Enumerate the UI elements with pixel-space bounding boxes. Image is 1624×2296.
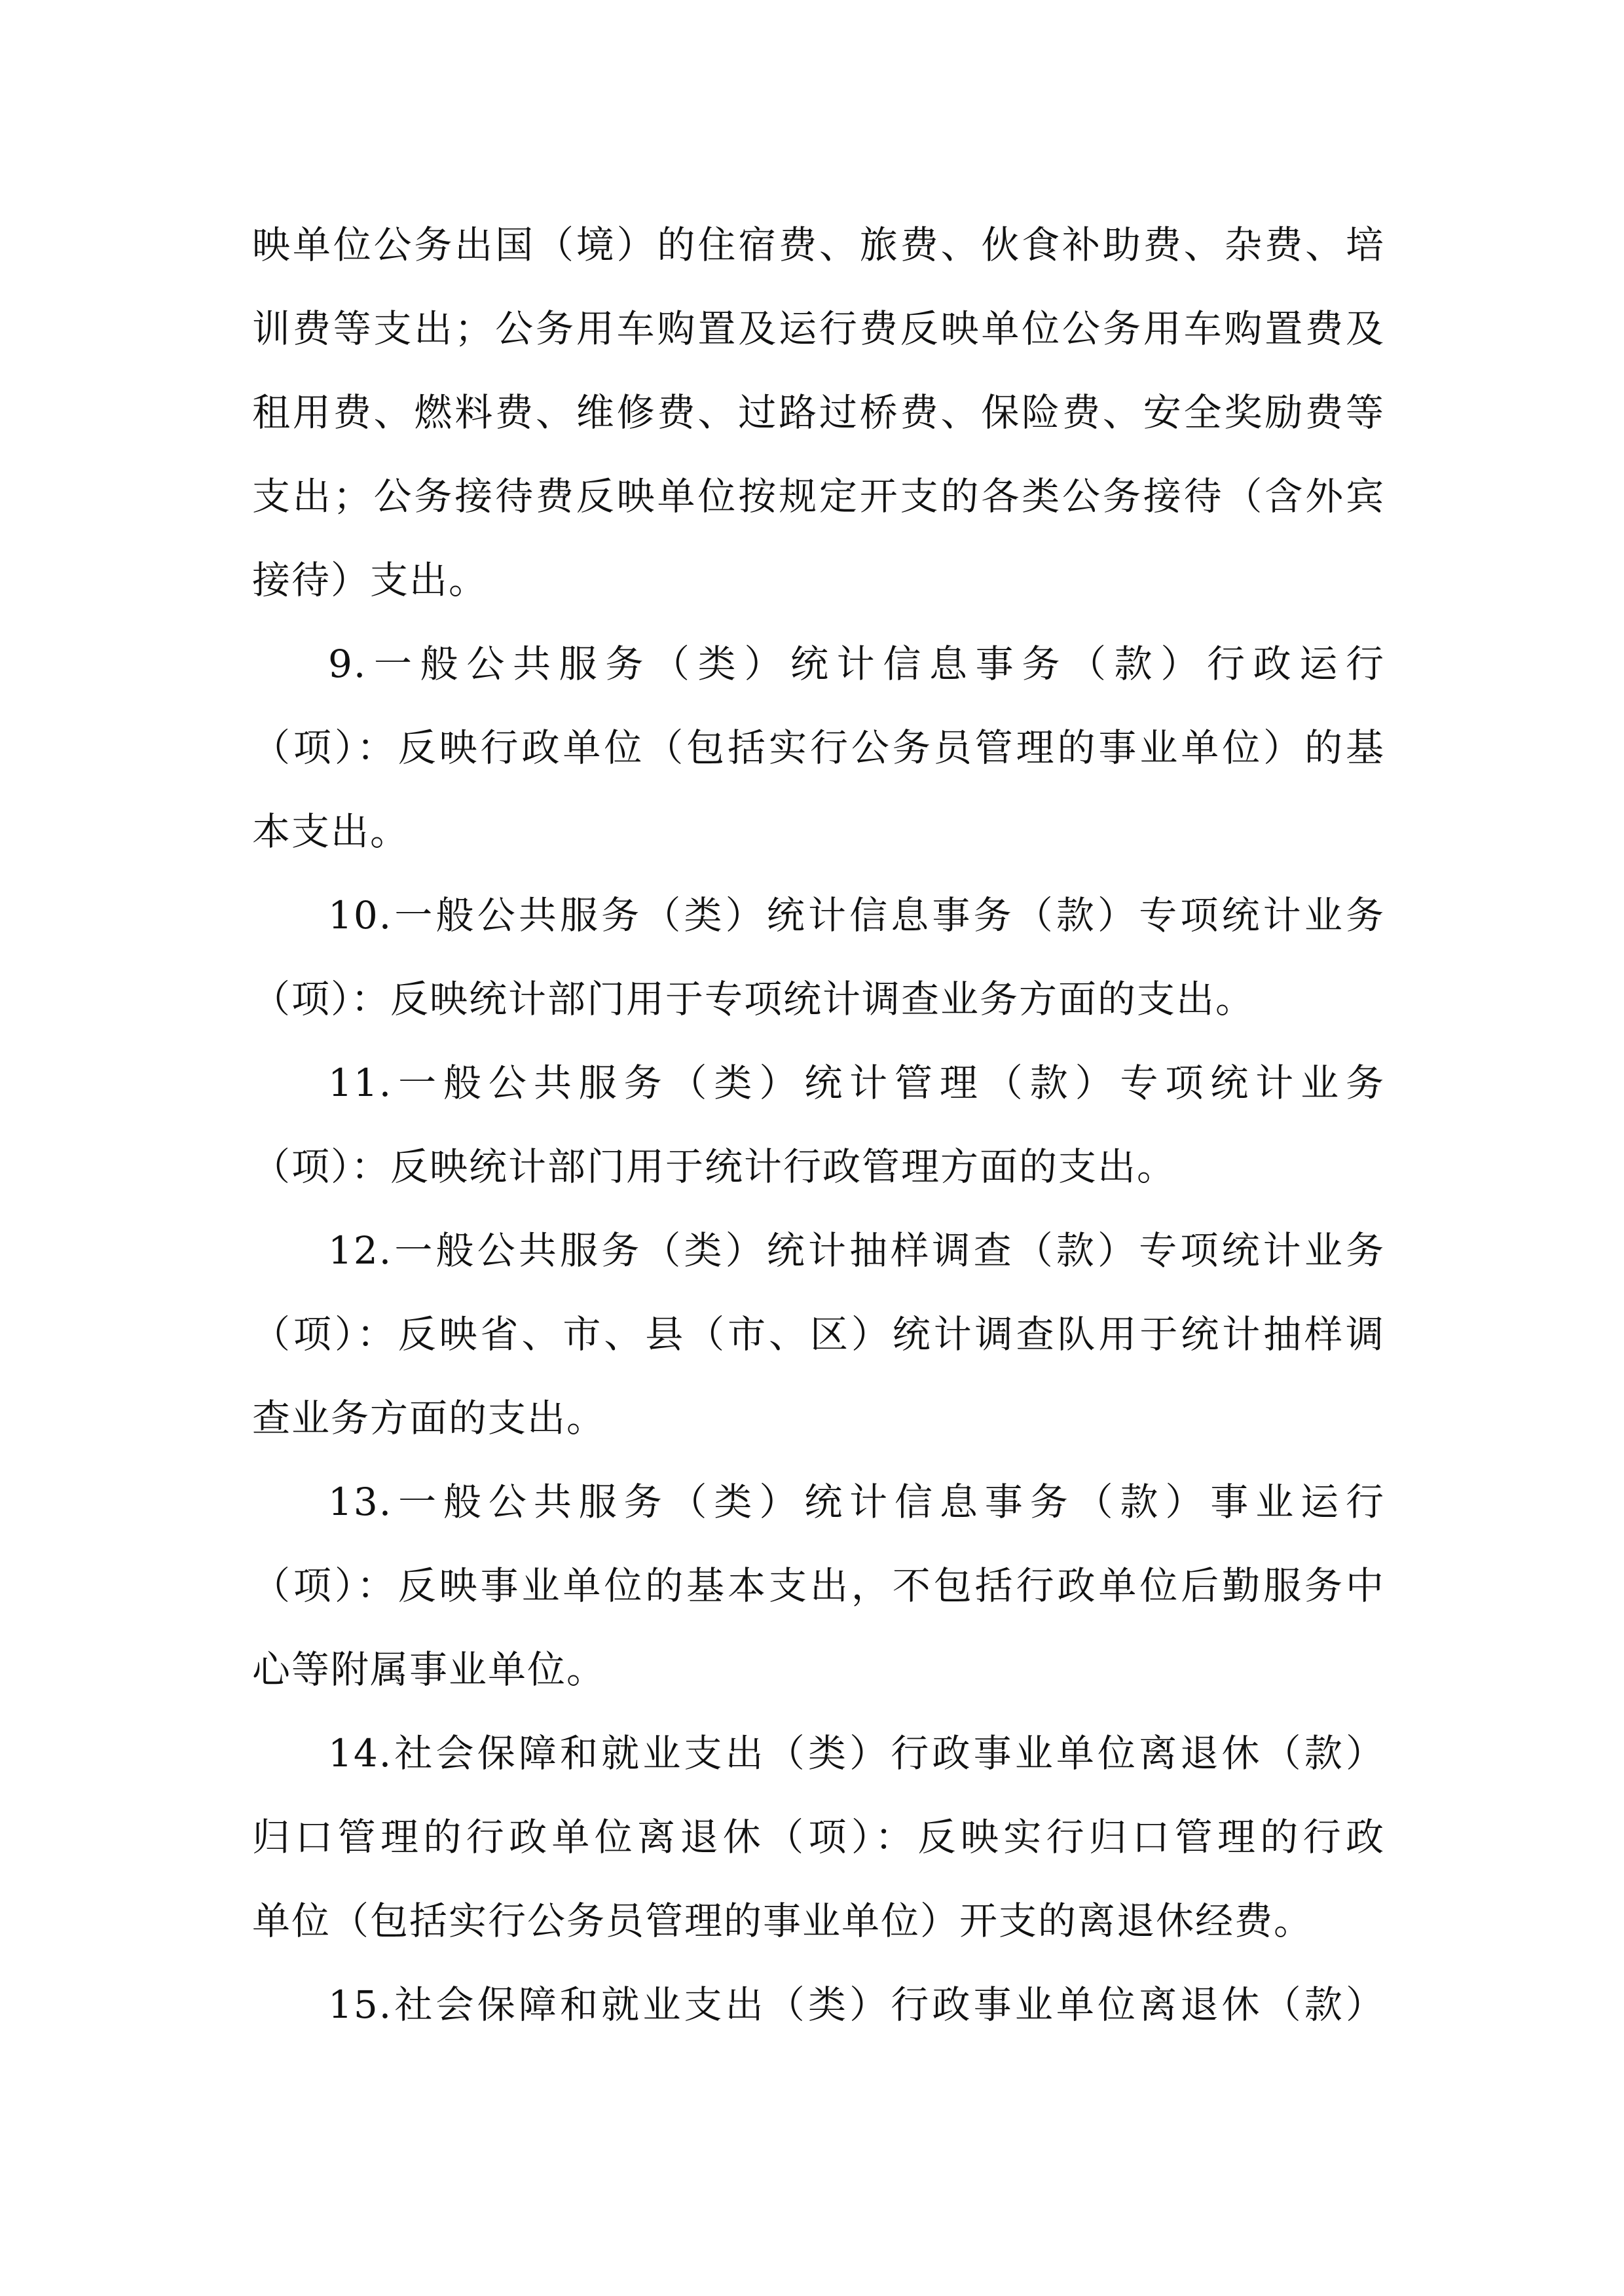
text-line: 12.一般公共服务（类）统计抽样调查（款）专项统计业务 [328,1228,1385,1273]
text-line: 映单位公务出国（境）的住宿费、旅费、伙食补助费、杂费、培 [252,223,1385,267]
text-line: （项）：反映事业单位的基本支出，不包括行政单位后勤服务中 [252,1563,1385,1608]
text-line: （项）：反映行政单位（包括实行公务员管理的事业单位）的基 [252,725,1385,770]
text-line: 查业务方面的支出。 [252,1396,606,1440]
text-line: 15.社会保障和就业支出（类）行政事业单位离退休（款） [328,1982,1385,2027]
text-line: 10.一般公共服务（类）统计信息事务（款）专项统计业务 [328,893,1385,938]
text-line: 归口管理的行政单位离退休（项）：反映实行归口管理的行政 [252,1815,1385,1859]
text-line: （项）：反映统计部门用于专项统计调查业务方面的支出。 [252,977,1255,1021]
document-page [252,203,1385,2047]
text-line: 14.社会保障和就业支出（类）行政事业单位离退休（款） [328,1731,1385,1776]
text-line: 9.一般公共服务（类）统计信息事务（款）行政运行 [328,642,1385,686]
text-line: 13.一般公共服务（类）统计信息事务（款）事业运行 [328,1480,1385,1524]
text-line: 支出；公务接待费反映单位按规定开支的各类公务接待（含外宾 [252,474,1385,519]
text-line: 本支出。 [252,809,410,854]
text-line: 11.一般公共服务（类）统计管理（款）专项统计业务 [328,1061,1385,1105]
text-line: 租用费、燃料费、维修费、过路过桥费、保险费、安全奖励费等 [252,390,1385,435]
text-line: 单位（包括实行公务员管理的事业单位）开支的离退休经费。 [252,1899,1314,1943]
text-line: 心等附属事业单位。 [252,1647,606,1692]
text-line: 训费等支出；公务用车购置及运行费反映单位公务用车购置费及 [252,306,1385,351]
document-body [252,203,1385,2047]
text-line: 接待）支出。 [252,558,489,602]
text-line: （项）：反映统计部门用于统计行政管理方面的支出。 [252,1144,1177,1189]
text-line: （项）：反映省、市、县（市、区）统计调查队用于统计抽样调 [252,1312,1385,1357]
